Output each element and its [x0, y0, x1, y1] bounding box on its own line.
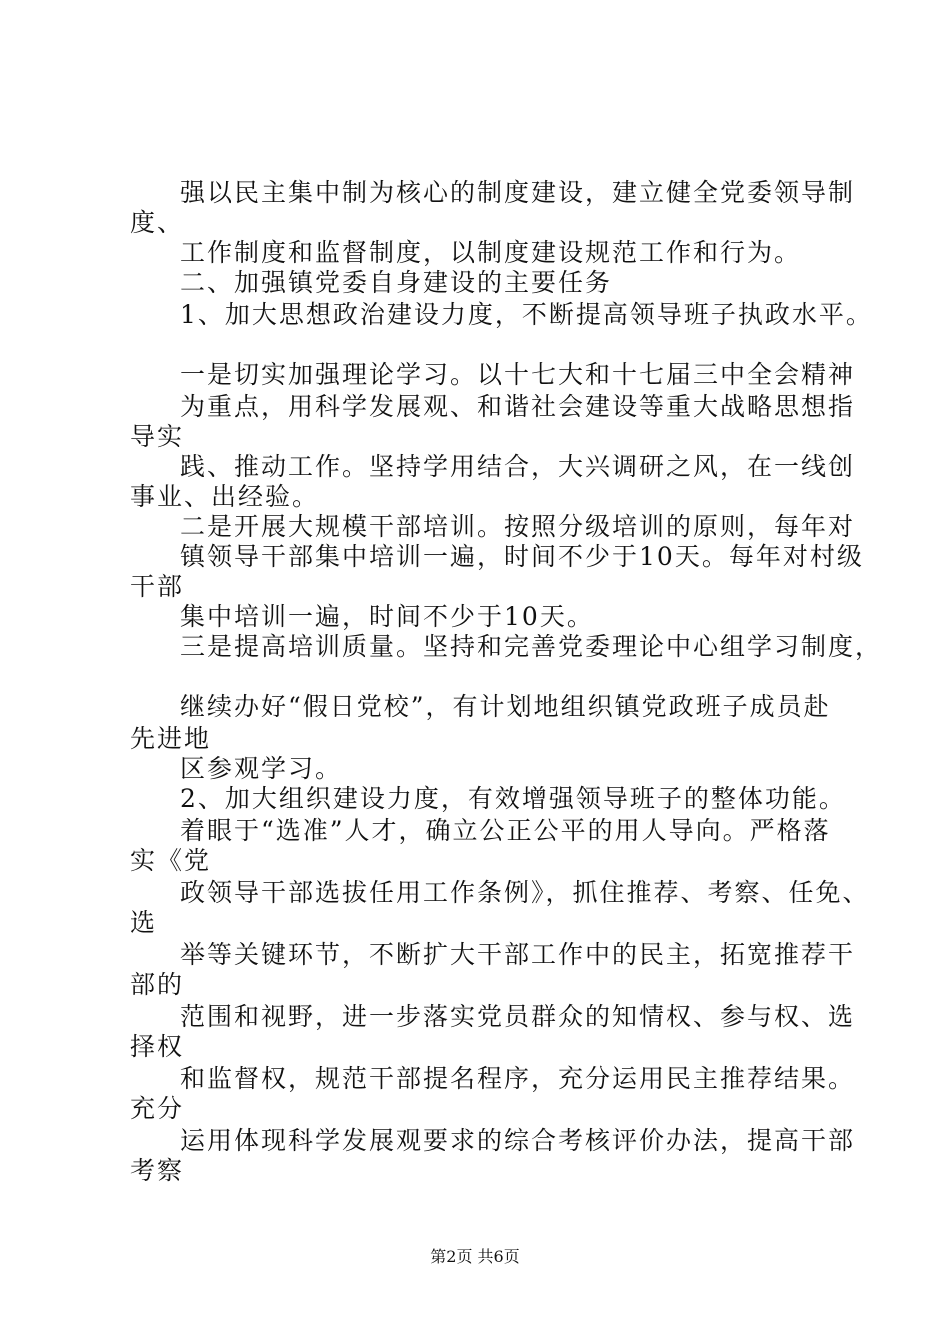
- text-line: 集中培训一遍，时间不少于10天。: [180, 602, 594, 631]
- text-line: 区参观学习。: [180, 754, 343, 783]
- text-line: 强以民主集中制为核心的制度建设，建立健全党委领导制: [180, 178, 856, 207]
- text-line: 为重点，用科学发展观、和谐社会建设等重大战略思想指: [180, 392, 856, 421]
- page-number-footer: 第2页 共6页: [430, 1247, 520, 1266]
- subsection-heading: 2、加大组织建设力度，有效增强领导班子的整体功能。: [180, 784, 846, 813]
- text-line: 考察: [130, 1156, 185, 1185]
- text-line: 举等关键环节，不断扩大干部工作中的民主，拓宽推荐干: [180, 940, 856, 969]
- text-line: 择权: [130, 1032, 185, 1061]
- text-line: 先进地: [130, 724, 212, 753]
- text-line: 选: [130, 908, 158, 937]
- text-line: 二是开展大规模干部培训。按照分级培训的原则，每年对: [180, 512, 856, 541]
- text-line: 事业、出经验。: [130, 482, 320, 511]
- text-line: 镇领导干部集中培训一遍，时间不少于10天。每年对村级: [180, 542, 864, 571]
- text-line: 继续办好“假日党校”，有计划地组织镇党政班子成员赴: [180, 692, 831, 721]
- subsection-heading: 1、加大思想政治建设力度，不断提高领导班子执政水平。: [180, 300, 873, 329]
- text-line: 践、推动工作。坚持学用结合，大兴调研之风，在一线创: [180, 452, 856, 481]
- text-line: 运用体现科学发展观要求的综合考核评价办法，提高干部: [180, 1126, 856, 1155]
- text-line: 范围和视野，进一步落实党员群众的知情权、参与权、选: [180, 1002, 856, 1031]
- text-line: 工作制度和监督制度，以制度建设规范工作和行为。: [180, 238, 802, 267]
- text-line: 三是提高培训质量。坚持和完善党委理论中心组学习制度，: [180, 632, 883, 661]
- section-heading: 二、加强镇党委自身建设的主要任务: [180, 268, 613, 297]
- text-line: 一是切实加强理论学习。以十七大和十七届三中全会精神: [180, 360, 856, 389]
- text-line: 和监督权，规范干部提名程序，充分运用民主推荐结果。: [180, 1064, 856, 1093]
- text-line: 部的: [130, 970, 185, 999]
- text-line: 充分: [130, 1094, 185, 1123]
- text-line: 着眼于“选准”人才，确立公正公平的用人导向。严格落: [180, 816, 831, 845]
- text-line: 干部: [130, 572, 185, 601]
- text-line: 导实: [130, 422, 185, 451]
- text-line: 度、: [130, 208, 185, 237]
- text-line: 实《党: [130, 846, 212, 875]
- text-line: 政领导干部选拔任用工作条例》，抓住推荐、考察、任免、: [180, 878, 870, 907]
